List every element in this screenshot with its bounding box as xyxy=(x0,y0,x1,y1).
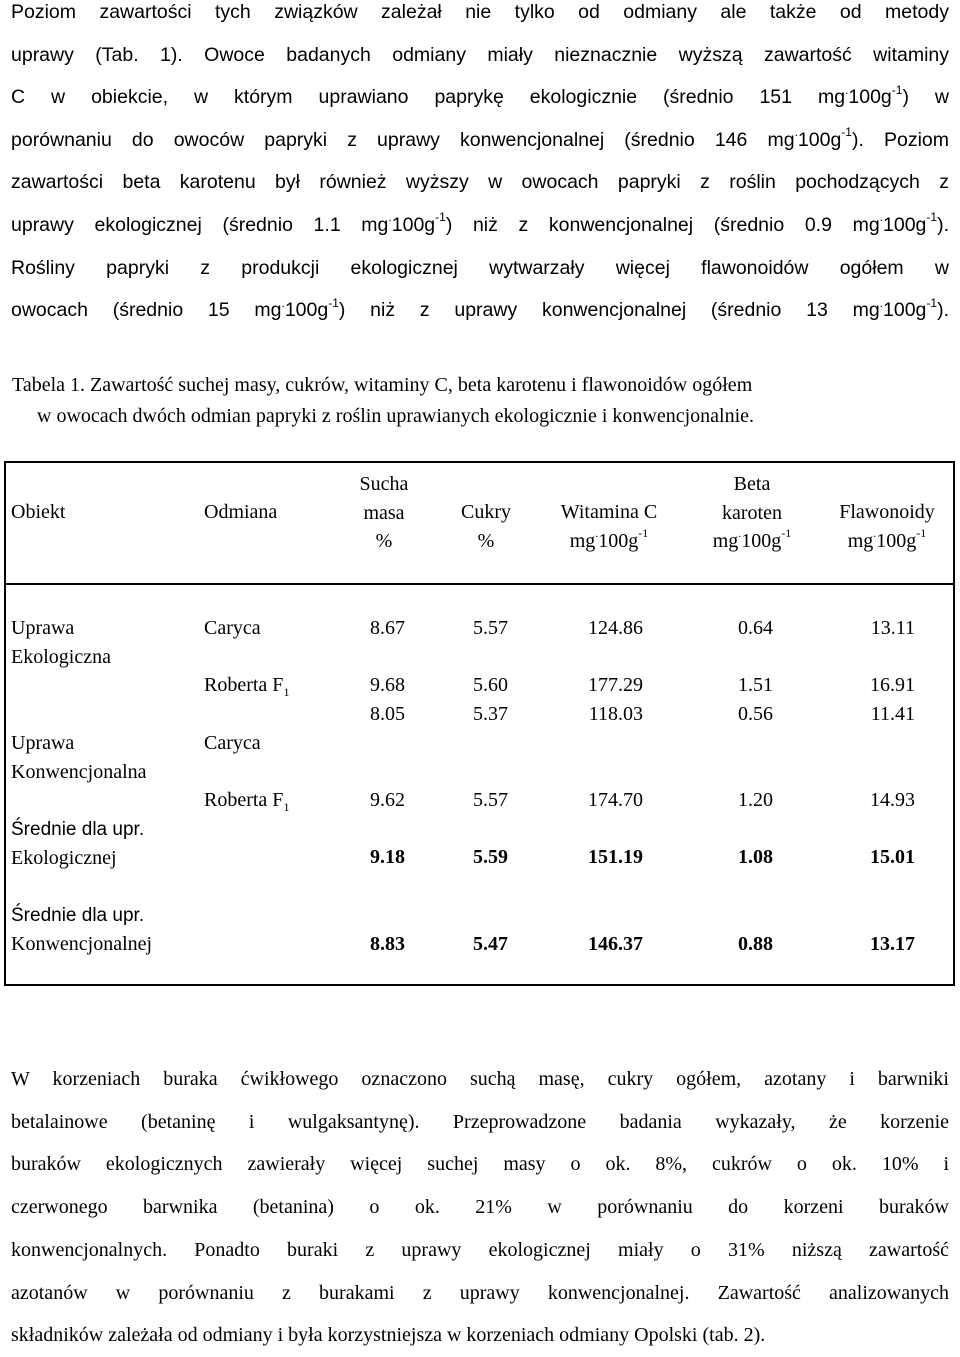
text-run: ). xyxy=(937,213,949,236)
table-cell-eko-caryca-2: 124.86 xyxy=(588,617,643,639)
table-cell-eko-roberta-4: 16.91 xyxy=(870,674,915,696)
table-cell-avg-konw-0: 8.83 xyxy=(370,933,405,955)
text-run: Rośliny papryki z produkcji ekologicznej wytwarzały więcej flawonoidów ogółem w xyxy=(11,256,949,279)
table-cell-avg-eko-2: 151.19 xyxy=(588,846,643,868)
table-cell-eko-caryca-4: 13.11 xyxy=(870,617,915,639)
table-cell-konw-roberta-2: 174.70 xyxy=(588,789,643,811)
header-obiekt xyxy=(11,498,65,527)
paragraph-beetroot-line: czerwonego barwnika (betanina) o ok. 21% w porównaniu do korzeni buraków xyxy=(11,1196,949,1219)
group-konw-l2: Konwencjonalna xyxy=(11,761,147,783)
table-cell-eko-roberta-1: 5.60 xyxy=(473,674,508,696)
header-witamina-unit2: 100g xyxy=(598,529,639,552)
text-run: 100g xyxy=(883,299,927,322)
text-run: owocach (średnio 15 mg xyxy=(11,299,282,322)
paragraph-intro-line xyxy=(11,0,949,34)
header-flawonoidy xyxy=(824,498,950,555)
table-cell-konw-caryca-1: 5.37 xyxy=(473,703,508,725)
header-sucha-l3: % xyxy=(375,530,393,552)
table-cell-eko-roberta-3: 1.51 xyxy=(738,674,773,696)
group-uprawa-ekologiczna xyxy=(11,614,111,672)
header-witamina-exp: -1 xyxy=(638,525,649,540)
table-caption xyxy=(12,370,952,432)
text-run: ) niż z uprawy konwencjonalnej (średnio 13 mg xyxy=(338,299,880,322)
table-cell-eko-roberta-0: 9.68 xyxy=(370,674,405,696)
table-cell-eko-caryca-0: 8.67 xyxy=(370,617,405,639)
superscript: . xyxy=(388,210,392,225)
header-beta-unit: mg xyxy=(712,530,739,552)
superscript: . xyxy=(794,125,798,140)
text-run: C w obiekcie, w którym uprawiano paprykę ekologicznie (średnio 151 mg xyxy=(11,86,846,109)
header-witamina-c xyxy=(543,498,675,555)
text-run: zawartości beta karotenu był również wyższy w owocach papryki z roślin pochodzących z xyxy=(11,171,949,194)
paragraph-intro-line xyxy=(11,204,949,247)
header-sucha-l2: masa xyxy=(363,501,405,524)
table-cell-konw-caryca-2: 118.03 xyxy=(588,703,643,725)
group-eko-l1: Uprawa xyxy=(11,617,75,639)
group-avg-konw-l2: Konwencjonalnej xyxy=(11,933,153,955)
text-run: uprawy (Tab. 1). Owoce badanych odmiany miały nieznacznie wyższą zawartość witaminy xyxy=(11,43,949,66)
table-cell-konw-roberta-0: 9.62 xyxy=(370,789,405,811)
table-cell-avg-eko-1: 5.59 xyxy=(473,846,508,868)
header-cukry xyxy=(450,498,522,555)
variety-roberta-konw-label: Roberta F xyxy=(204,789,284,811)
caption-line-2: w owocach dwóch odmian papryki z roślin uprawianych ekologicznie i konwencjonalnie. xyxy=(37,405,755,427)
table-cell-eko-caryca-3: 0.64 xyxy=(738,617,773,639)
group-avg-konw-l1: Średnie dla upr. xyxy=(11,905,145,926)
table-header-rule xyxy=(4,583,955,585)
superscript: . xyxy=(281,295,285,310)
variety-roberta-eko-label: Roberta F xyxy=(204,674,284,696)
header-odmiana-label: Odmiana xyxy=(204,501,278,523)
superscript: -1 xyxy=(926,295,938,310)
paragraph-beetroot-line: betalainowe (betaninę i wulgaksantynę). Przeprowadzone badania wykazały, że korzenie xyxy=(11,1110,949,1133)
group-srednie-konwencjonalnej xyxy=(11,901,152,959)
text-run: 100g xyxy=(883,213,927,236)
caption-line-1: Tabela 1. Zawartość suchej masy, cukrów, witaminy C, beta karotenu i flawonoidów ogółem xyxy=(12,374,753,396)
group-avg-eko-l2: Ekologicznej xyxy=(11,847,117,869)
header-flawonoidy-l1: Flawonoidy xyxy=(839,501,935,523)
table-cell-avg-eko-3: 1.08 xyxy=(738,846,773,868)
superscript: . xyxy=(845,82,849,97)
header-odmiana xyxy=(204,498,277,527)
group-uprawa-konwencjonalna xyxy=(11,729,147,787)
header-cukry-l1: Cukry xyxy=(461,501,511,523)
text-run: 100g xyxy=(797,128,842,151)
header-beta-dot: . xyxy=(738,526,742,541)
superscript: -1 xyxy=(926,210,938,225)
superscript: -1 xyxy=(435,210,446,225)
table-cell-konw-caryca-0: 8.05 xyxy=(370,703,405,725)
group-eko-l2: Ekologiczna xyxy=(11,646,111,668)
table-cell-konw-roberta-1: 5.57 xyxy=(473,789,508,811)
text-run: ). xyxy=(937,299,949,322)
header-witamina-dot: . xyxy=(595,525,599,540)
table-cell-avg-konw-1: 5.47 xyxy=(473,933,508,955)
paragraph-beetroot-line: W korzeniach buraka ćwikłowego oznaczono suchą masę, cukry ogółem, azotany i barwniki xyxy=(11,1068,949,1090)
header-beta-l2: karoten xyxy=(722,501,782,524)
superscript: -1 xyxy=(891,82,903,97)
header-witamina-l1: Witamina C xyxy=(560,501,658,523)
header-beta-unit2: 100g xyxy=(741,530,782,552)
table-cell-avg-eko-4: 15.01 xyxy=(870,846,915,868)
table-cell-eko-caryca-1: 5.57 xyxy=(473,617,508,639)
variety-roberta-eko xyxy=(204,671,289,700)
text-run: ). Poziom xyxy=(851,128,949,151)
group-konw-l1: Uprawa xyxy=(11,732,75,754)
header-flawonoidy-unit2: 100g xyxy=(876,529,917,552)
superscript: . xyxy=(879,210,884,225)
paragraph-intro-line xyxy=(11,76,949,119)
paragraph-intro-line xyxy=(11,34,949,77)
group-srednie-ekologicznej xyxy=(11,815,144,873)
variety-roberta-eko-sub: 1 xyxy=(283,685,290,699)
table-cell-avg-konw-4: 13.17 xyxy=(870,933,915,955)
variety-caryca-eko: Caryca xyxy=(204,617,261,639)
paragraph-beetroot-line: konwencjonalnych. Ponadto buraki z uprawy ekologicznej miały o 31% niższą zawartość xyxy=(11,1238,949,1261)
superscript: -1 xyxy=(841,125,852,140)
text-run: ) niż z konwencjonalnej (średnio 0.9 mg xyxy=(445,213,880,236)
text-run: uprawy ekologicznej (średnio 1.1 mg xyxy=(11,213,389,236)
paragraph-beetroot-line: składników zależała od odmiany i była korzystniejsza w korzeniach odmiany Opolski (tab. 2). xyxy=(11,1324,766,1347)
table-cell-eko-roberta-2: 177.29 xyxy=(588,674,643,696)
header-flawonoidy-unit: mg xyxy=(847,529,874,552)
text-run: ) w xyxy=(902,86,949,109)
text-run: 100g xyxy=(391,213,436,236)
paragraph-intro xyxy=(11,0,949,332)
header-witamina-unit: mg xyxy=(569,529,596,552)
text-run: porównaniu do owoców papryki z uprawy konwencjonalnej (średnio 146 mg xyxy=(11,128,795,151)
paragraph-beetroot-line: azotanów w porównaniu z burakami z uprawy konwencjonalnej. Zawartość analizowanych xyxy=(11,1281,949,1304)
header-obiekt-label: Obiekt xyxy=(11,501,66,523)
paragraph-beetroot-line: buraków ekologicznych zawierały więcej suchej masy o ok. 8%, cukrów o ok. 10% i xyxy=(11,1153,949,1176)
paragraph-intro-line xyxy=(11,119,949,162)
text-run: 100g xyxy=(284,299,329,322)
table-cell-konw-roberta-4: 14.93 xyxy=(870,789,915,811)
text-run: 100g xyxy=(848,86,892,109)
header-sucha-l1: Sucha xyxy=(359,473,409,495)
header-flawonoidy-exp: -1 xyxy=(916,525,927,540)
superscript: -1 xyxy=(328,295,339,310)
table-cell-konw-roberta-3: 1.20 xyxy=(738,789,773,811)
variety-roberta-konw-sub: 1 xyxy=(283,800,290,814)
table-cell-konw-caryca-4: 11.41 xyxy=(870,703,915,725)
group-avg-eko-l1: Średnie dla upr. xyxy=(11,819,145,840)
table-cell-avg-konw-2: 146.37 xyxy=(588,933,643,955)
table-cell-konw-caryca-3: 0.56 xyxy=(738,703,773,725)
table-cell-avg-eko-0: 9.18 xyxy=(370,846,405,868)
header-cukry-l2: % xyxy=(477,529,495,552)
text-run: Poziom zawartości tych związków zależał nie tylko od odmiany ale także od metody xyxy=(11,1,949,23)
variety-roberta-konw xyxy=(204,786,289,815)
paragraph-intro-line xyxy=(11,289,949,332)
variety-caryca-konw: Caryca xyxy=(204,732,261,754)
table-cell-avg-konw-3: 0.88 xyxy=(738,933,773,955)
superscript: . xyxy=(879,295,884,310)
paragraph-intro-line xyxy=(11,247,949,290)
header-flawonoidy-dot: . xyxy=(873,525,877,540)
header-beta-l1: Beta xyxy=(733,473,771,495)
paragraph-beetroot xyxy=(11,1058,949,1357)
header-beta-exp: -1 xyxy=(781,526,792,541)
header-beta-karoten xyxy=(698,470,806,556)
paragraph-intro-line xyxy=(11,161,949,204)
header-sucha-masa xyxy=(350,470,418,556)
